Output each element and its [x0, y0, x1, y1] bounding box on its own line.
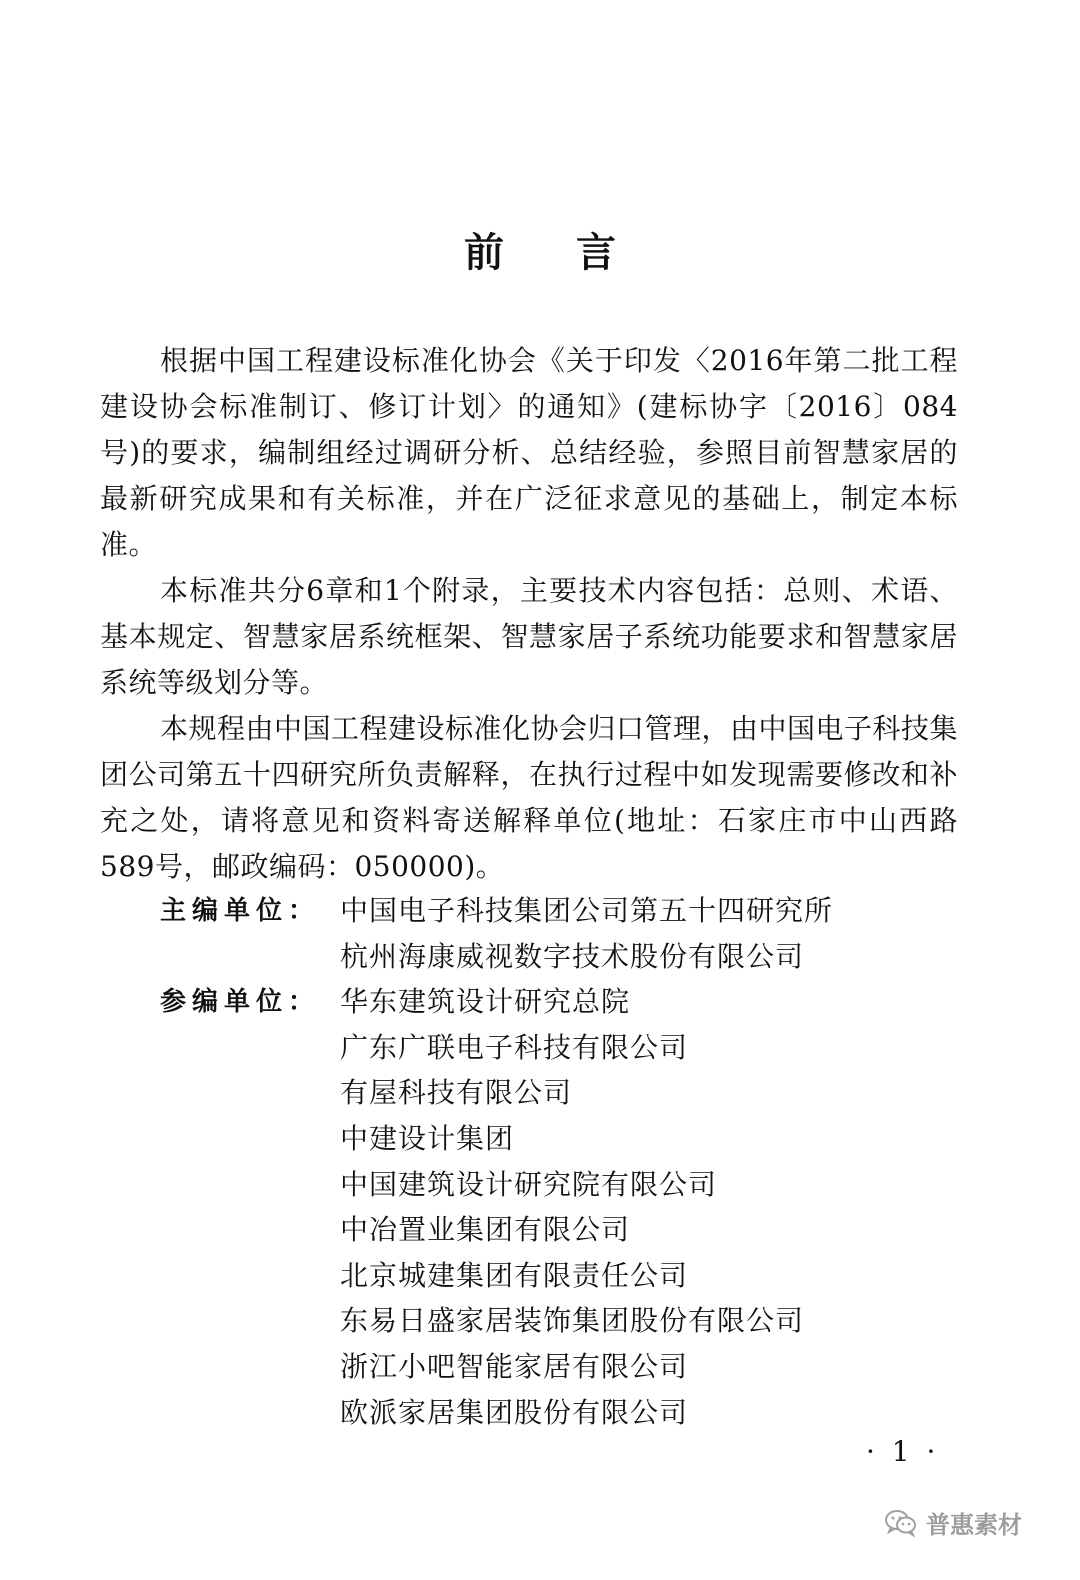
participating-editors — [100, 979, 958, 1435]
page-number: · 1 · — [866, 1435, 940, 1468]
paragraph-3: 本规程由中国工程建设标准化协会归口管理，由中国电子科技集团公司第五十四研究所负责解释，在执行过程中如发现需要修改和补充之处，请将意见和资料寄送解释单位(地址：石家庄市中山西路589号，邮政编码：050000)。 — [100, 712, 959, 883]
unit-item: 欧派家居集团股份有限公司 — [340, 1395, 689, 1429]
preface-body — [100, 338, 958, 890]
participating-editors-label: 参编单位： — [160, 987, 321, 1018]
chief-editors — [100, 888, 958, 979]
paragraph-1: 根据中国工程建设标准化协会《关于印发〈2016年第二批工程建设协会标准制订、修订计划〉的通知》(建标协字〔2016〕084号)的要求，编制组经过调研分析、总结经验，参照目前智慧家居的最新研究成果和有关标准，并在广泛征求意见的基础上，制定本标准。 — [100, 344, 958, 561]
unit-item: 广东广联电子科技有限公司 — [340, 1030, 689, 1064]
unit-item: 杭州海康威视数字技术股份有限公司 — [340, 939, 805, 973]
unit-item: 北京城建集团有限责任公司 — [340, 1258, 689, 1292]
unit-item: 中冶置业集团有限公司 — [340, 1213, 631, 1247]
chief-editors-label: 主编单位： — [160, 896, 321, 926]
participating-editors-list — [340, 979, 804, 1435]
page-title: 前言 — [464, 229, 688, 276]
editor-units — [100, 888, 958, 1435]
paragraph-2: 本标准共分6章和1个附录，主要技术内容包括：总则、术语、基本规定、智慧家居系统框架、智慧家居子系统功能要求和智慧家居系统等级划分等。 — [100, 574, 958, 699]
unit-item: 中建设计集团 — [340, 1121, 515, 1155]
wechat-icon — [884, 1508, 918, 1538]
unit-item: 中国电子科技集团公司第五十四研究所 — [340, 894, 834, 927]
watermark-text: 普惠素材 — [926, 1511, 1022, 1539]
unit-item: 东易日盛家居装饰集团股份有限公司 — [340, 1304, 805, 1338]
unit-item: 华东建筑设计研究总院 — [340, 985, 631, 1019]
unit-item: 有屋科技有限公司 — [340, 1076, 573, 1110]
unit-item: 中国建筑设计研究院有限公司 — [340, 1167, 718, 1201]
unit-item: 浙江小吧智能家居有限公司 — [340, 1349, 689, 1383]
chief-editors-list — [340, 888, 833, 979]
watermark — [884, 1505, 1022, 1540]
